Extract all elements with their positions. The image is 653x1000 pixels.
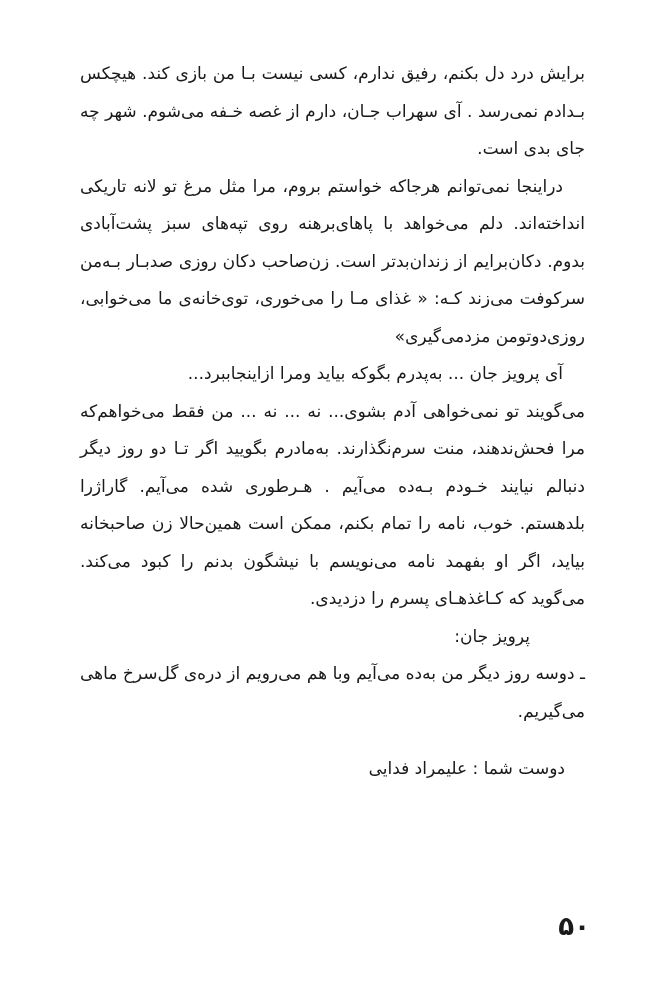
paragraph-1: برایش درد دل بکنم، رفیق ندارم، کسی نیست بـا من بازی کند. هیچکس بـدادم نمی‌رسد . آی سهراب جـان، دارم از غصه خـفه می‌شوم. شهر چه جای بدی است. [80, 64, 585, 159]
paragraph-2: دراینجا نمی‌توانم هرجاکه خواستم بروم، مرا مثل مرغ تو لانه تاریکی انداخته‌اند. دلم می‌خواهد با پاهای‌برهنه روی تپه‌های سبز پشت‌آبادی بدوم. دکان‌برایم از زندان‌بدتر است. زن‌صاحب دکان روزی صدبـار بـه‌من سرکوفت می‌زند کـه: « غذای مـا را می‌خوری، توی‌خانه‌ی ما می‌خوابی، روزی‌دوتومن مزدمی‌گیری» [80, 176, 585, 347]
letter-signature: دوست شما : علیمراد فدایی [368, 759, 565, 779]
page-body-text [80, 56, 585, 789]
letter-salutation: پرویز جان: [454, 626, 530, 647]
paragraph-3: آی پرویز جان ... به‌پدرم بگوکه بیاید ومرا ازاینجاببرد... [187, 364, 563, 384]
letter-closing-line: ـ دوسه روز دیگر من به‌ده می‌آیم وبا هم می‌رویم از دره‌ی گل‌سرخ ماهی می‌گیریم. [80, 664, 585, 722]
page-number: ۵۰ [558, 912, 590, 942]
paragraph-4: می‌گویند تو نمی‌خواهی آدم بشوی... نه ... نه ... من فقط می‌خواهم‌که مرا فحش‌ندهند، منت سرم‌نگذارند. به‌مادرم بگویید اگر تـا دو روز دیگر دنبالم نیایند خـودم بـه‌ده می‌آیم . هـرطوری شده می‌آیم. گاراژرا بلدهستم. خوب، نامه را تمام بکنم، ممکن است همین‌حالا زن صاحبخانه بیاید، اگر او بفهمد نامه می‌نویسم با نیشگون بدنم را کبود می‌کند. می‌گوید که کـاغذهـای پسرم را دزدیدی. [80, 401, 585, 609]
